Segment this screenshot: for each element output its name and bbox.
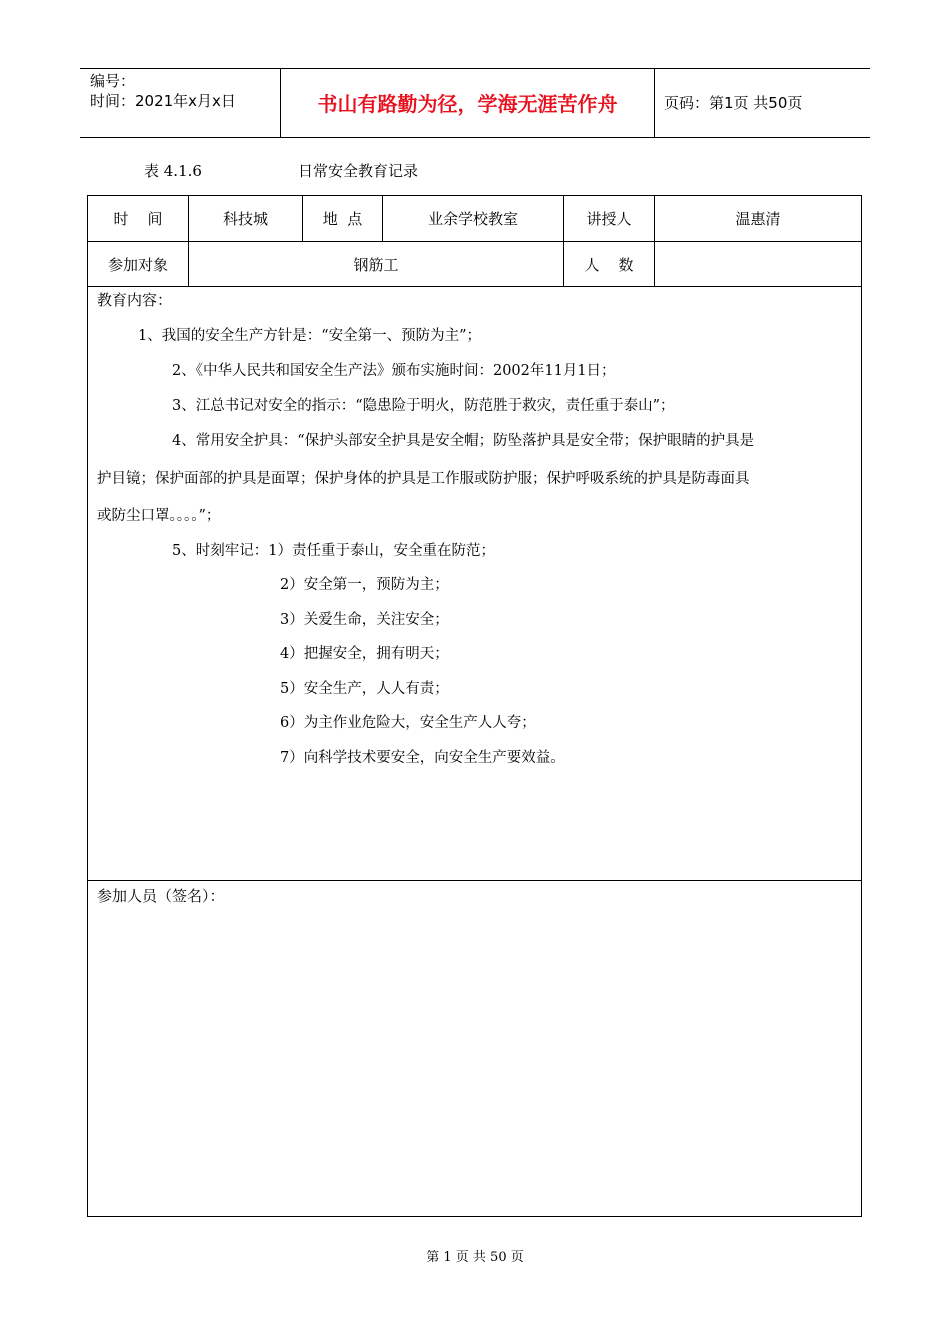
lecturer-label: 讲授人 [586, 210, 632, 228]
header-page-info: 页码：第1页 共50页 [664, 94, 803, 112]
participants-value: 钢筋工 [353, 255, 399, 274]
table-number: 表 4.1.6 [144, 162, 202, 180]
header-info [90, 71, 236, 111]
slogan-item: 3）关爱生命，关注安全； [280, 612, 449, 628]
content-item-4-end: 或防尘口罩。。。。”； [97, 508, 221, 524]
row-divider [88, 286, 861, 287]
content-item-1: 1、我国的安全生产方针是：“安全第一、预防为主”； [138, 328, 482, 344]
table-title: 日常安全教育记录 [298, 162, 419, 180]
education-content-label: 教育内容： [97, 291, 173, 309]
content-item-3: 3、江总书记对安全的指示：“隐患险于明火，防范胜于救灾，责任重于泰山”； [172, 398, 675, 414]
participants-signature-label: 参加人员（签名）： [97, 887, 225, 905]
lecturer-value: 温惠清 [735, 210, 781, 228]
count-value [655, 242, 861, 286]
content-item-4: 4、常用安全护具：“保护头部安全护具是安全帽；防坠落护具是安全带；保护眼睛的护具是 [172, 433, 755, 449]
slogan-item: 7）向科学技术要安全，向安全生产要效益。 [280, 750, 565, 766]
time-label: 时 间 [113, 210, 163, 228]
row-divider [88, 880, 861, 881]
slogan-item: 5）安全生产，人人有责； [280, 681, 449, 697]
document-date: 时间：2021年x月x日 [90, 92, 236, 110]
content-item-5: 5、时刻牢记：1）责任重于泰山，安全重在防范； [172, 543, 495, 559]
page-footer: 第 1 页 共 50 页 [426, 1250, 524, 1265]
slogan-item: 4）把握安全，拥有明天； [280, 646, 449, 662]
time-value: 科技城 [222, 210, 268, 228]
content-item-4-cont: 护目镜；保护面部的护具是面罩；保护身体的护具是工作服或防护服；保护呼吸系统的护具是防毒面具 [97, 471, 750, 487]
count-label: 人 数 [584, 255, 634, 274]
content-item-2: 2、《中华人民共和国安全生产法》颁布实施时间：2002年11月1日； [172, 363, 616, 379]
slogan-item: 2）安全第一，预防为主； [280, 577, 449, 593]
document-number-label: 编号： [90, 72, 136, 90]
document-header [80, 68, 870, 138]
place-label: 地 点 [322, 210, 363, 228]
slogan-item: 6）为主作业危险大，安全生产人人夸； [280, 715, 536, 731]
safety-education-record-table [87, 195, 862, 1217]
header-motto: 书山有路勤为径，学海无涯苦作舟 [317, 92, 618, 116]
header-divider [654, 69, 655, 137]
place-value: 业余学校教室 [427, 210, 518, 228]
participants-label: 参加对象 [107, 255, 168, 274]
